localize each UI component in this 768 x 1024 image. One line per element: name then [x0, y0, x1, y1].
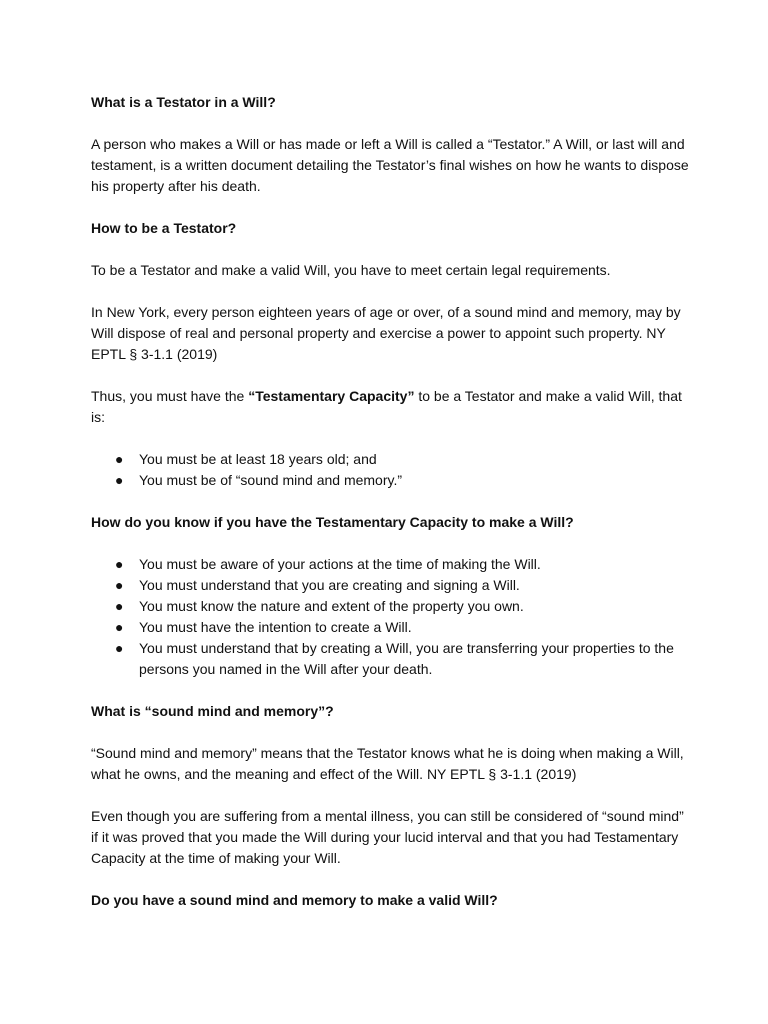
list-item-text: You must be of “sound mind and memory.”: [139, 472, 403, 488]
bullet-list-capacity: [91, 554, 691, 680]
list-item-text: You must be aware of your actions at the time of making the Will.: [139, 556, 541, 572]
heading-sound-mind: What is “sound mind and memory”?: [91, 703, 334, 719]
list-item: [91, 638, 691, 680]
text-run: to be a Testator and make a valid Will, that is:: [91, 388, 682, 425]
bullet-icon: ●: [115, 577, 124, 593]
bullet-icon: ●: [115, 598, 124, 614]
list-item: [91, 554, 691, 575]
bullet-icon: ●: [115, 472, 124, 488]
heading-how-to-be-testator: How to be a Testator?: [91, 220, 237, 236]
list-item-text: You must have the intention to create a Will.: [139, 619, 412, 635]
bullet-icon: ●: [115, 619, 124, 635]
paragraph-mental-illness: Even though you are suffering from a mental illness, you can still be considered of “sound mind” if it was proved that you made the Will during your lucid interval and that you had Testamentary Capacity at the time of making your Will.: [91, 808, 684, 866]
list-item: [91, 575, 691, 596]
heading-what-is-testator: What is a Testator in a Will?: [91, 94, 276, 110]
list-item-text: You must understand that by creating a Will, you are transferring your properties to the persons you named in the Will after your death.: [139, 640, 674, 677]
bullet-icon: ●: [115, 556, 124, 572]
list-item: [91, 617, 691, 638]
bold-term-testamentary-capacity: “Testamentary Capacity”: [248, 388, 415, 404]
paragraph-testamentary-capacity: [91, 386, 691, 428]
list-item: [91, 470, 691, 491]
paragraph-legal-requirements: To be a Testator and make a valid Will, you have to meet certain legal requirements.: [91, 262, 611, 278]
paragraph-testator-definition: A person who makes a Will or has made or left a Will is called a “Testator.” A Will, or last will and testament, is a written document detailing the Testator’s final wishes on how he wants to dispose his property after his death.: [91, 136, 689, 194]
list-item: [91, 449, 691, 470]
paragraph-sound-mind-definition: “Sound mind and memory” means that the Testator knows what he is doing when making a Will, what he owns, and the meaning and effect of the Will. NY EPTL § 3-1.1 (2019): [91, 745, 684, 782]
heading-how-do-you-know: How do you know if you have the Testamentary Capacity to make a Will?: [91, 514, 574, 530]
list-item: [91, 596, 691, 617]
paragraph-new-york-law: In New York, every person eighteen years of age or over, of a sound mind and memory, may by Will dispose of real and personal property and exercise a power to appoint such property. NY EPTL § 3-1.1 (2019): [91, 304, 681, 362]
bullet-icon: ●: [115, 640, 124, 656]
heading-do-you-have-sound-mind: Do you have a sound mind and memory to make a valid Will?: [91, 892, 498, 908]
list-item-text: You must understand that you are creating and signing a Will.: [139, 577, 520, 593]
text-run: Thus, you must have the: [91, 388, 249, 404]
bullet-list-requirements: [91, 449, 691, 491]
list-item-text: You must be at least 18 years old; and: [139, 451, 377, 467]
document-body: [91, 92, 691, 911]
list-item-text: You must know the nature and extent of the property you own.: [139, 598, 524, 614]
bullet-icon: ●: [115, 451, 124, 467]
